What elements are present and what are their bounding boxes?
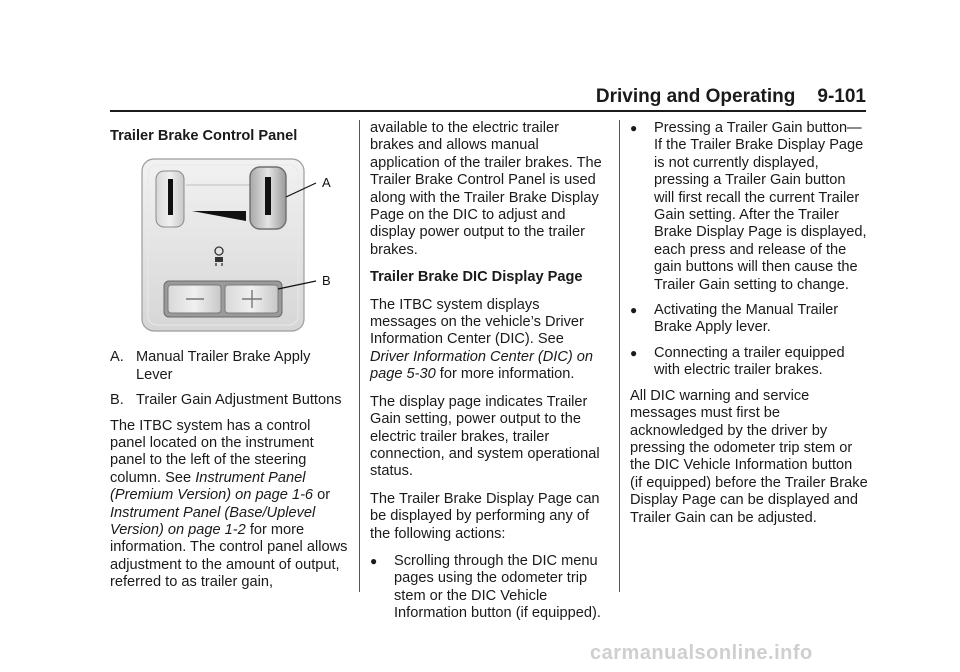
column-divider — [359, 120, 360, 592]
bullet-text: Activating the Manual Trailer Brake Apply lever. — [654, 302, 839, 336]
bullet-text: Pressing a Trailer Gain button—If the Trailer Brake Display Page is not currently displayed, pressing a Trailer Gain button will first recall the current Trailer Gain setting. After the Trailer Brake Display Page is displayed, each press and release of the gain buttons will then cause the Trailer Gain setting to change. — [654, 120, 867, 293]
column-2 — [370, 120, 606, 631]
text-run: or — [313, 487, 331, 504]
cross-reference-link[interactable]: Instrument Panel (Premium Version) on page 1-6 — [110, 469, 314, 504]
bullet-item — [630, 302, 868, 337]
cross-reference-link[interactable]: Driver Information Center (DIC) on page 5-30 — [370, 348, 594, 383]
bullet-item — [630, 120, 868, 294]
paragraph — [370, 297, 606, 384]
paragraph — [110, 418, 350, 592]
column-divider — [619, 120, 620, 592]
page-header — [594, 86, 866, 108]
paragraph: All DIC warning and service messages must first be acknowledged by the driver by pressing the odometer trip stem or the DIC Vehicle Information button (if equipped) before the Trailer Brake Display Page can be displayed and Trailer Gain can be adjusted. — [630, 387, 868, 526]
column-3 — [630, 120, 868, 537]
section-title: Driving and Operating — [595, 86, 796, 107]
bullet-text: Scrolling through the DIC menu pages using the odometer trip stem or the DIC Vehicle Information button (if equipped). — [394, 552, 601, 622]
control-panel-illustration — [110, 155, 350, 337]
callout-a: A — [322, 175, 331, 191]
bullet-dot-icon: ● — [630, 345, 638, 360]
bullet-item — [630, 345, 868, 380]
watermark: carmanualsonline.info — [590, 642, 813, 664]
paragraph: The display page indicates Trailer Gain setting, power output to the electric trailer brakes, trailer connection, and system operational status. — [370, 393, 600, 480]
cross-reference-link[interactable]: Instrument Panel (Base/Uplevel Version) on page 1-2 — [110, 504, 316, 539]
section-heading: Trailer Brake DIC Display Page — [370, 269, 583, 286]
caption-key: B. — [110, 392, 124, 409]
paragraph: The Trailer Brake Display Page can be displayed by performing any of the following actions: — [370, 490, 600, 542]
caption-b — [110, 392, 350, 409]
callout-b: B — [322, 273, 331, 289]
text-run: for more information. The control panel allows adjustment to the amount of output, referred to as trailer gain, — [110, 522, 348, 591]
paragraph: available to the electric trailer brakes and allows manual application of the trailer brakes. The Trailer Brake Control Panel is used along with the Trailer Brake Display Page on the DIC to adjust and display power output to the trailer brakes. — [370, 120, 602, 258]
bullet-dot-icon: ● — [370, 553, 378, 568]
column-1 — [110, 120, 350, 602]
bullet-dot-icon: ● — [630, 121, 638, 135]
caption-key: A. — [110, 349, 124, 366]
text-run: The ITBC system has a control panel located on the instrument panel to the left of the steering column. See — [110, 417, 314, 486]
bullet-item — [370, 553, 606, 623]
bullet-text: Connecting a trailer equipped with electric trailer brakes. — [654, 344, 845, 379]
page-number: 9-101 — [817, 86, 866, 107]
caption-text: Trailer Gain Adjustment Buttons — [136, 392, 342, 409]
section-heading: Trailer Brake Control Panel — [110, 128, 298, 144]
caption-text: Manual Trailer Brake Apply Lever — [136, 349, 311, 383]
caption-a — [110, 349, 350, 384]
trailer-brake-control-panel-figure — [110, 155, 350, 337]
text-run: for more information. — [435, 366, 575, 383]
header-rule — [110, 110, 866, 112]
text-run: The ITBC system displays messages on the vehicle’s Driver Information Center (DIC). See — [370, 296, 584, 348]
bullet-dot-icon: ● — [630, 303, 638, 318]
